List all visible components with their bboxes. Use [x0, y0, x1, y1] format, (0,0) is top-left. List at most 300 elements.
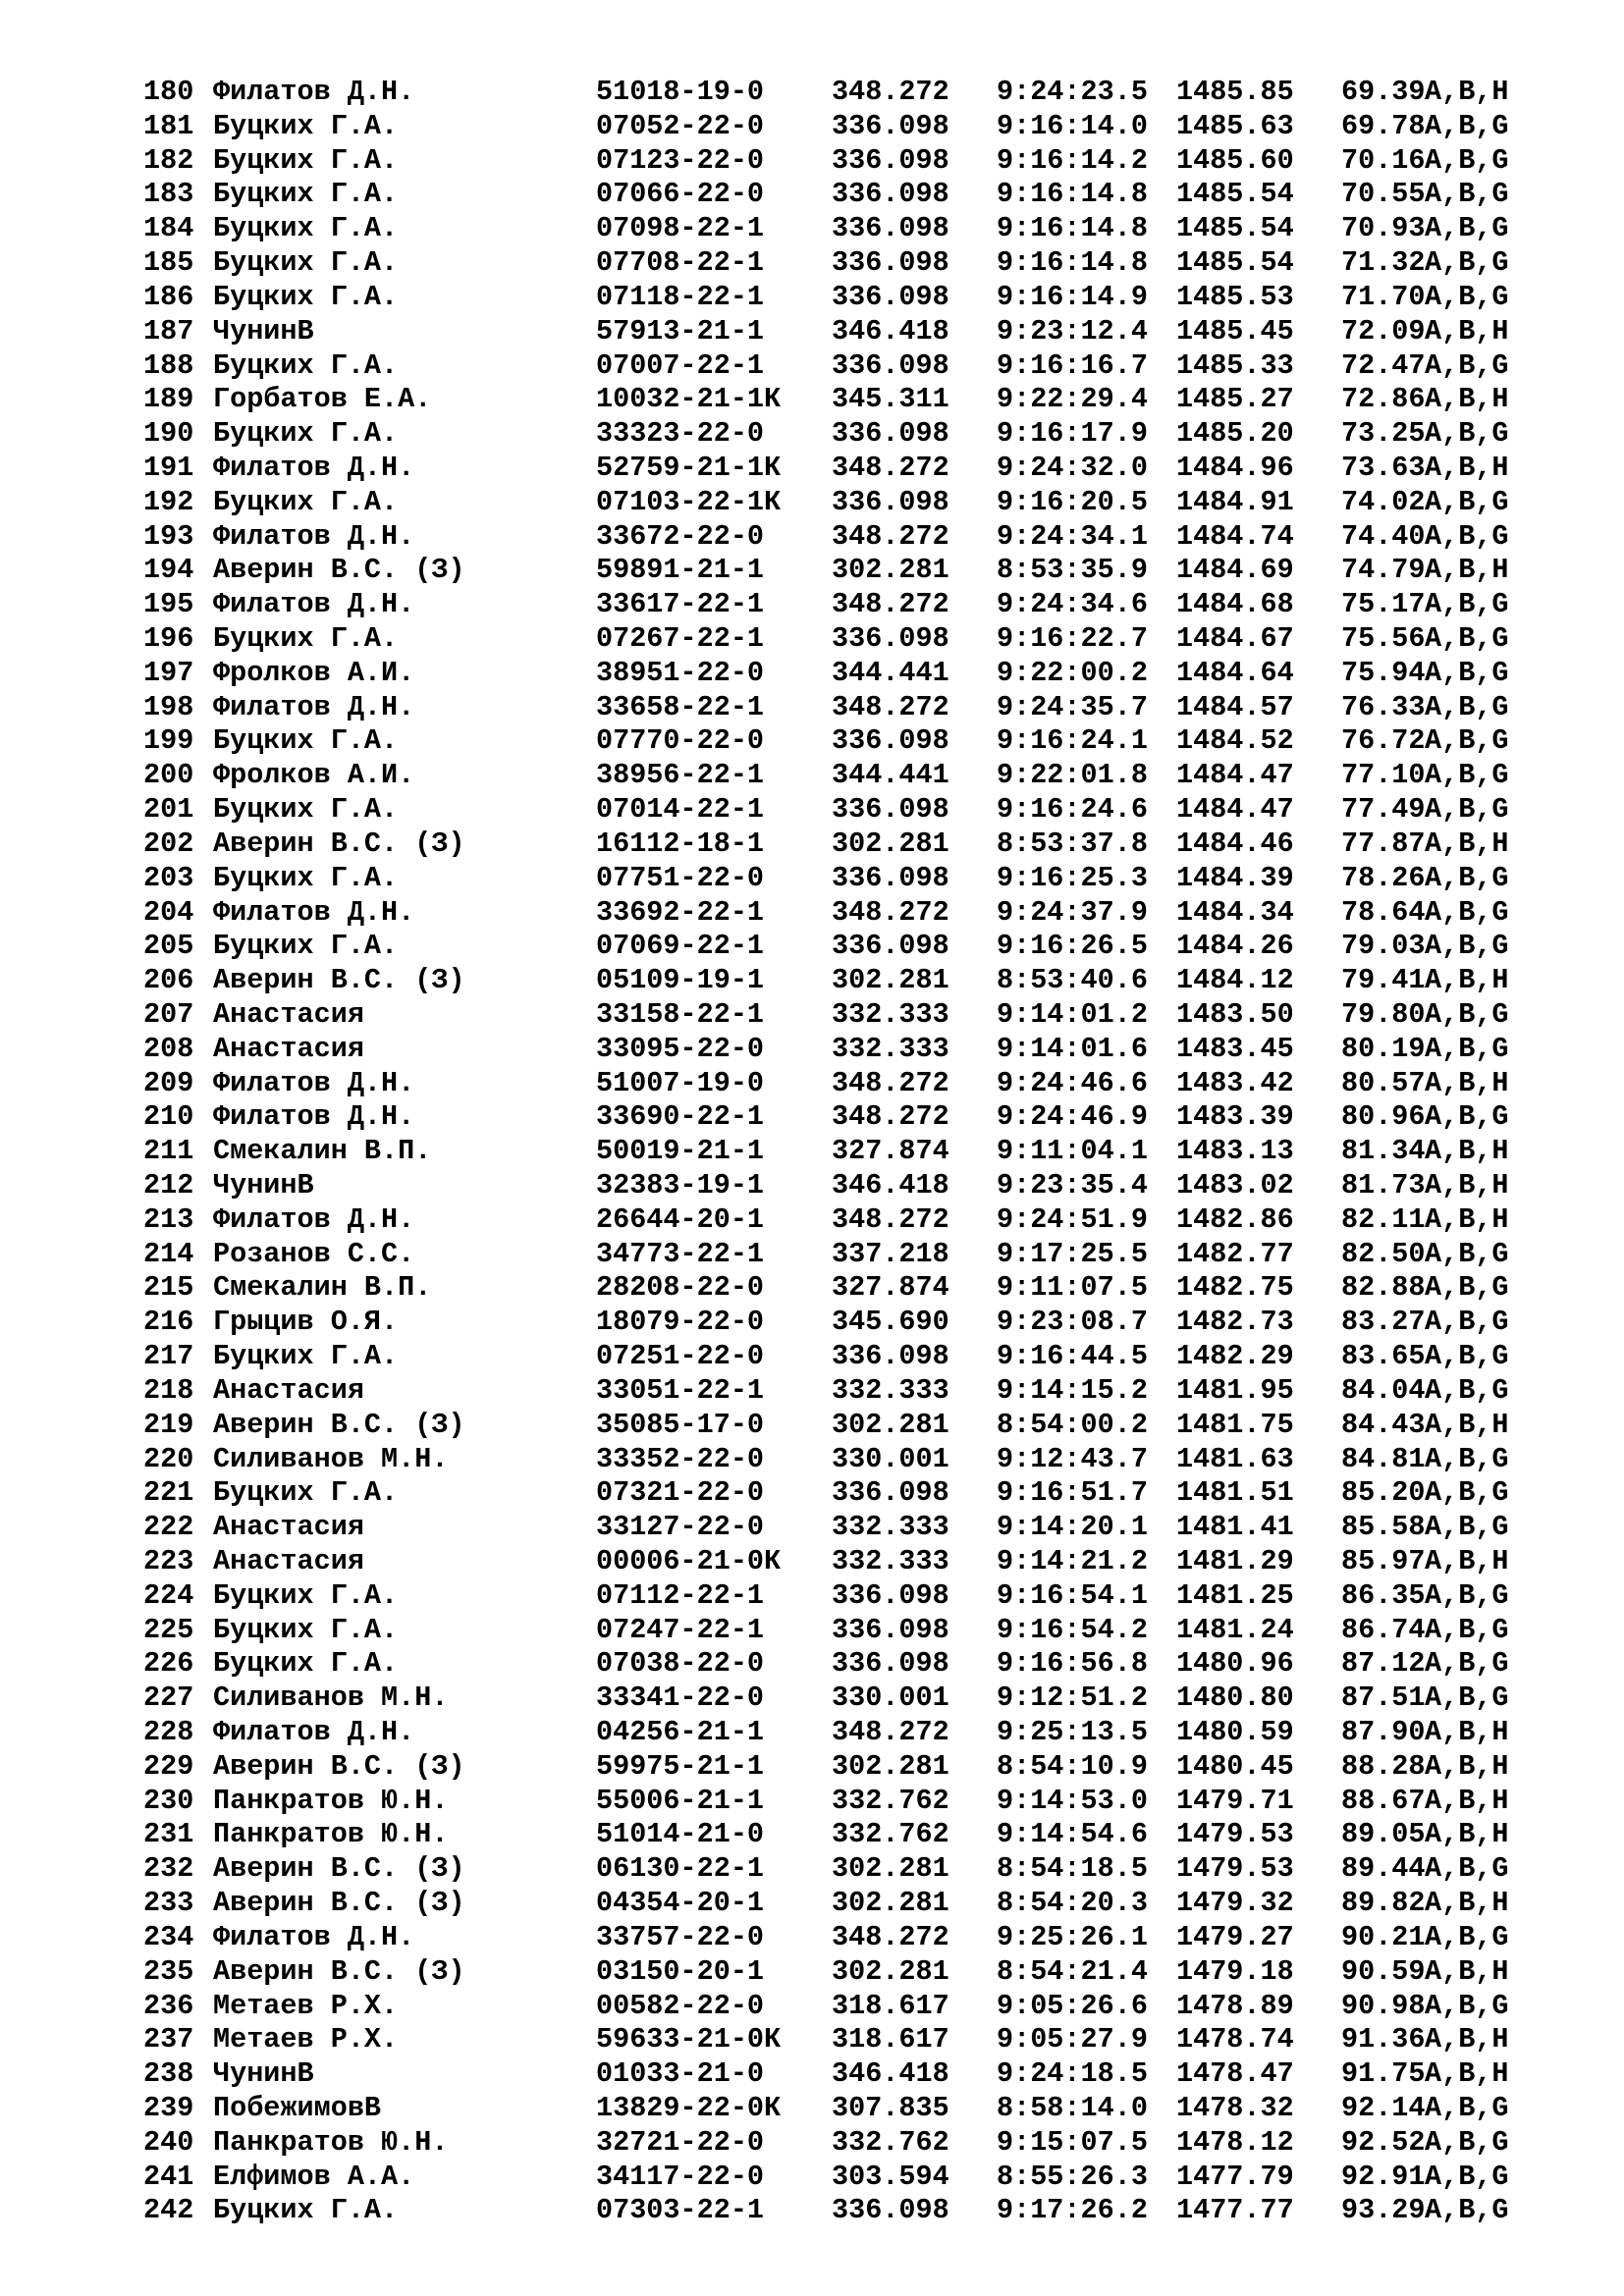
table-row: [143, 1033, 1509, 1067]
fancier-name: Грыцив О.Я.: [213, 1306, 399, 1339]
speed: 1478.32: [1176, 2091, 1294, 2124]
points: 79.80: [1341, 997, 1426, 1031]
table-row: [143, 1990, 1509, 2024]
speed: 1483.02: [1176, 1169, 1294, 1201]
fancier-name: Анастасия: [213, 1511, 364, 1544]
groups: A,B,G: [1425, 1920, 1509, 1953]
ring-number: 07247-22-1: [596, 1613, 765, 1646]
ring-number: 59633-21-0К: [596, 2023, 782, 2056]
row-number: 221: [143, 1476, 194, 1510]
speed: 1482.73: [1176, 1306, 1294, 1339]
groups: A,B,H: [1425, 1954, 1509, 1988]
distance: 336.098: [832, 930, 949, 963]
table-row: [143, 246, 1509, 281]
points: 83.65: [1341, 1340, 1426, 1373]
table-row: [143, 759, 1509, 793]
row-number: 195: [143, 588, 194, 621]
ring-number: 33690-22-1: [596, 1100, 765, 1134]
fancier-name: Метаев Р.Х.: [213, 2023, 399, 2056]
fancier-name: Филатов Д.Н.: [213, 895, 415, 929]
table-row: [143, 1579, 1509, 1614]
ring-number: 18079-22-0: [596, 1306, 765, 1339]
row-number: 225: [143, 1613, 194, 1646]
speed: 1483.50: [1176, 997, 1294, 1031]
arrival-time: 9:24:35.7: [997, 690, 1148, 723]
speed: 1481.41: [1176, 1511, 1294, 1544]
points: 77.87: [1341, 827, 1426, 860]
distance: 332.333: [832, 997, 949, 1031]
distance: 336.098: [832, 1613, 949, 1646]
distance: 330.001: [832, 1442, 949, 1475]
groups: A,B,G: [1425, 724, 1509, 758]
speed: 1485.54: [1176, 246, 1294, 280]
table-row: [143, 349, 1509, 384]
row-number: 232: [143, 1852, 194, 1886]
fancier-name: ЧунинВ: [213, 1169, 314, 1201]
speed: 1477.77: [1176, 2194, 1294, 2227]
speed: 1484.57: [1176, 690, 1294, 723]
ring-number: 33127-22-0: [596, 1511, 765, 1544]
fancier-name: Буцких Г.А.: [213, 417, 399, 451]
arrival-time: 9:25:13.5: [997, 1716, 1148, 1748]
fancier-name: Буцких Г.А.: [213, 1578, 399, 1612]
points: 74.79: [1341, 554, 1426, 587]
arrival-time: 9:16:14.0: [997, 109, 1148, 142]
groups: A,B,H: [1425, 554, 1509, 587]
table-row: [143, 862, 1509, 896]
speed: 1484.67: [1176, 622, 1294, 655]
groups: A,B,H: [1425, 1784, 1509, 1817]
distance: 336.098: [832, 1476, 949, 1510]
distance: 327.874: [832, 1135, 949, 1168]
distance: 336.098: [832, 1647, 949, 1681]
row-number: 199: [143, 724, 194, 758]
arrival-time: 9:16:51.7: [997, 1476, 1148, 1510]
ring-number: 51018-19-0: [596, 76, 765, 108]
fancier-name: Аверин В.С. (З): [213, 964, 465, 997]
ring-number: 07267-22-1: [596, 622, 765, 655]
table-row: [143, 2194, 1509, 2228]
fancier-name: Буцких Г.А.: [213, 1613, 399, 1646]
table-row: [143, 1647, 1509, 1682]
speed: 1482.77: [1176, 1237, 1294, 1270]
row-number: 197: [143, 656, 194, 689]
row-number: 233: [143, 1887, 194, 1920]
distance: 348.272: [832, 76, 949, 108]
ring-number: 03150-20-1: [596, 1954, 765, 1988]
fancier-name: Буцких Г.А.: [213, 485, 399, 518]
ring-number: 55006-21-1: [596, 1784, 765, 1817]
groups: A,B,H: [1425, 1818, 1509, 1851]
table-row: [143, 1750, 1509, 1785]
table-row: [143, 1852, 1509, 1887]
points: 74.02: [1341, 485, 1426, 518]
distance: 302.281: [832, 1408, 949, 1441]
row-number: 222: [143, 1511, 194, 1544]
groups: A,B,H: [1425, 964, 1509, 997]
arrival-time: 9:16:44.5: [997, 1340, 1148, 1373]
points: 80.57: [1341, 1066, 1426, 1099]
row-number: 226: [143, 1647, 194, 1681]
table-row: [143, 1340, 1509, 1374]
row-number: 215: [143, 1271, 194, 1305]
speed: 1479.27: [1176, 1920, 1294, 1953]
points: 78.64: [1341, 895, 1426, 929]
fancier-name: Анастасия: [213, 997, 364, 1031]
groups: A,B,H: [1425, 76, 1509, 108]
speed: 1485.45: [1176, 314, 1294, 347]
row-number: 203: [143, 861, 194, 894]
distance: 302.281: [832, 554, 949, 587]
ring-number: 07098-22-1: [596, 212, 765, 245]
distance: 303.594: [832, 2160, 949, 2193]
ring-number: 50019-21-1: [596, 1135, 765, 1168]
distance: 336.098: [832, 246, 949, 280]
groups: A,B,G: [1425, 178, 1509, 211]
points: 74.40: [1341, 519, 1426, 553]
ring-number: 04256-21-1: [596, 1716, 765, 1748]
speed: 1484.26: [1176, 930, 1294, 963]
arrival-time: 8:54:00.2: [997, 1408, 1148, 1441]
points: 84.43: [1341, 1408, 1426, 1441]
fancier-name: Смекалин В.П.: [213, 1135, 432, 1168]
points: 87.90: [1341, 1716, 1426, 1748]
distance: 330.001: [832, 1682, 949, 1715]
row-number: 235: [143, 1954, 194, 1988]
speed: 1479.18: [1176, 1954, 1294, 1988]
groups: A,B,G: [1425, 212, 1509, 245]
row-number: 200: [143, 759, 194, 792]
row-number: 207: [143, 997, 194, 1031]
arrival-time: 9:22:29.4: [997, 383, 1148, 416]
fancier-name: Буцких Г.А.: [213, 143, 399, 177]
ring-number: 28208-22-0: [596, 1271, 765, 1305]
speed: 1482.86: [1176, 1202, 1294, 1236]
groups: A,B,G: [1425, 143, 1509, 177]
ring-number: 59975-21-1: [596, 1749, 765, 1783]
ring-number: 07118-22-1: [596, 280, 765, 313]
arrival-time: 9:16:56.8: [997, 1647, 1148, 1681]
distance: 348.272: [832, 895, 949, 929]
fancier-name: Фролков А.И.: [213, 759, 415, 792]
fancier-name: Аверин В.С. (З): [213, 554, 465, 587]
ring-number: 07066-22-0: [596, 178, 765, 211]
distance: 336.098: [832, 417, 949, 451]
table-row: [143, 1887, 1509, 1921]
ring-number: 10032-21-1К: [596, 383, 782, 416]
speed: 1482.75: [1176, 1271, 1294, 1305]
groups: A,B,G: [1425, 2091, 1509, 2124]
table-row: [143, 417, 1509, 452]
points: 69.78: [1341, 109, 1426, 142]
ring-number: 07069-22-1: [596, 930, 765, 963]
points: 88.28: [1341, 1749, 1426, 1783]
groups: A,B,G: [1425, 622, 1509, 655]
ring-number: 33095-22-0: [596, 1032, 765, 1065]
row-number: 191: [143, 451, 194, 484]
row-number: 236: [143, 1989, 194, 2022]
speed: 1485.54: [1176, 212, 1294, 245]
arrival-time: 9:24:46.9: [997, 1100, 1148, 1134]
fancier-name: Филатов Д.Н.: [213, 1202, 415, 1236]
fancier-name: Буцких Г.А.: [213, 348, 399, 382]
row-number: 181: [143, 109, 194, 142]
speed: 1485.54: [1176, 178, 1294, 211]
arrival-time: 9:23:35.4: [997, 1169, 1148, 1201]
groups: A,B,H: [1425, 1202, 1509, 1236]
table-row: [143, 896, 1509, 931]
points: 77.49: [1341, 793, 1426, 827]
distance: 302.281: [832, 1852, 949, 1886]
ring-number: 00006-21-0К: [596, 1544, 782, 1577]
fancier-name: Буцких Г.А.: [213, 622, 399, 655]
fancier-name: Буцких Г.А.: [213, 1647, 399, 1681]
row-number: 211: [143, 1135, 194, 1168]
points: 84.81: [1341, 1442, 1426, 1475]
table-row: [143, 520, 1509, 555]
distance: 336.098: [832, 143, 949, 177]
ring-number: 07103-22-1К: [596, 485, 782, 518]
ring-number: 33672-22-0: [596, 519, 765, 553]
points: 86.74: [1341, 1613, 1426, 1646]
groups: A,B,H: [1425, 2023, 1509, 2056]
distance: 332.762: [832, 1818, 949, 1851]
arrival-time: 9:14:54.6: [997, 1818, 1148, 1851]
ring-number: 13829-22-0К: [596, 2091, 782, 2124]
distance: 348.272: [832, 451, 949, 484]
table-row: [143, 452, 1509, 486]
distance: 348.272: [832, 519, 949, 553]
distance: 336.098: [832, 793, 949, 827]
ring-number: 07251-22-0: [596, 1340, 765, 1373]
distance: 344.441: [832, 656, 949, 689]
distance: 318.617: [832, 2023, 949, 2056]
fancier-name: Буцких Г.А.: [213, 212, 399, 245]
ring-number: 07038-22-0: [596, 1647, 765, 1681]
ring-number: 33352-22-0: [596, 1442, 765, 1475]
ring-number: 33341-22-0: [596, 1682, 765, 1715]
distance: 348.272: [832, 1716, 949, 1748]
row-number: 237: [143, 2023, 194, 2056]
ring-number: 57913-21-1: [596, 314, 765, 347]
ring-number: 33323-22-0: [596, 417, 765, 451]
table-row: [143, 1476, 1509, 1511]
groups: A,B,G: [1425, 588, 1509, 621]
arrival-time: 9:16:22.7: [997, 622, 1148, 655]
points: 71.32: [1341, 246, 1426, 280]
distance: 336.098: [832, 1578, 949, 1612]
arrival-time: 9:17:25.5: [997, 1237, 1148, 1270]
points: 89.82: [1341, 1887, 1426, 1920]
fancier-name: Буцких Г.А.: [213, 1476, 399, 1510]
row-number: 202: [143, 827, 194, 860]
row-number: 217: [143, 1340, 194, 1373]
arrival-time: 9:16:17.9: [997, 417, 1148, 451]
row-number: 194: [143, 554, 194, 587]
fancier-name: Буцких Г.А.: [213, 178, 399, 211]
points: 89.44: [1341, 1852, 1426, 1886]
table-row: [143, 2057, 1509, 2092]
speed: 1478.47: [1176, 2057, 1294, 2091]
arrival-time: 9:23:12.4: [997, 314, 1148, 347]
groups: A,B,H: [1425, 827, 1509, 860]
arrival-time: 9:25:26.1: [997, 1920, 1148, 1953]
groups: A,B,G: [1425, 930, 1509, 963]
results-table: [143, 76, 1509, 2228]
ring-number: 07321-22-0: [596, 1476, 765, 1510]
row-number: 189: [143, 383, 194, 416]
points: 85.20: [1341, 1476, 1426, 1510]
row-number: 198: [143, 690, 194, 723]
groups: A,B,H: [1425, 1135, 1509, 1168]
points: 72.09: [1341, 314, 1426, 347]
arrival-time: 9:24:23.5: [997, 76, 1148, 108]
points: 79.41: [1341, 964, 1426, 997]
speed: 1484.34: [1176, 895, 1294, 929]
arrival-time: 9:16:25.3: [997, 861, 1148, 894]
arrival-time: 9:11:04.1: [997, 1135, 1148, 1168]
table-row: [143, 178, 1509, 212]
table-row: [143, 1135, 1509, 1169]
table-row: [143, 964, 1509, 998]
fancier-name: Розанов С.С.: [213, 1237, 415, 1270]
table-row: [143, 76, 1509, 110]
arrival-time: 8:58:14.0: [997, 2091, 1148, 2124]
ring-number: 33658-22-1: [596, 690, 765, 723]
groups: A,B,H: [1425, 1544, 1509, 1577]
row-number: 228: [143, 1716, 194, 1748]
groups: A,B,G: [1425, 895, 1509, 929]
distance: 332.762: [832, 1784, 949, 1817]
fancier-name: Буцких Г.А.: [213, 246, 399, 280]
groups: A,B,G: [1425, 1578, 1509, 1612]
row-number: 242: [143, 2194, 194, 2227]
arrival-time: 9:14:53.0: [997, 1784, 1148, 1817]
table-row: [143, 1271, 1509, 1306]
ring-number: 00582-22-0: [596, 1989, 765, 2022]
distance: 336.098: [832, 212, 949, 245]
ring-number: 07052-22-0: [596, 109, 765, 142]
ring-number: 16112-18-1: [596, 827, 765, 860]
table-row: [143, 793, 1509, 828]
row-number: 241: [143, 2160, 194, 2193]
fancier-name: Панкратов Ю.Н.: [213, 1784, 449, 1817]
fancier-name: Филатов Д.Н.: [213, 76, 415, 108]
arrival-time: 9:22:00.2: [997, 656, 1148, 689]
arrival-time: 9:16:14.8: [997, 246, 1148, 280]
groups: A,B,G: [1425, 485, 1509, 518]
fancier-name: Елфимов А.А.: [213, 2160, 415, 2193]
row-number: 238: [143, 2057, 194, 2091]
row-number: 231: [143, 1818, 194, 1851]
speed: 1481.75: [1176, 1408, 1294, 1441]
groups: A,B,G: [1425, 1032, 1509, 1065]
fancier-name: Аверин В.С. (З): [213, 1852, 465, 1886]
fancier-name: Анастасия: [213, 1544, 364, 1577]
table-row: [143, 1785, 1509, 1819]
points: 84.04: [1341, 1373, 1426, 1407]
speed: 1484.46: [1176, 827, 1294, 860]
table-row: [143, 486, 1509, 520]
fancier-name: Филатов Д.Н.: [213, 451, 415, 484]
row-number: 193: [143, 519, 194, 553]
groups: A,B,G: [1425, 109, 1509, 142]
ring-number: 33757-22-0: [596, 1920, 765, 1953]
distance: 336.098: [832, 724, 949, 758]
table-row: [143, 281, 1509, 315]
row-number: 196: [143, 622, 194, 655]
fancier-name: Фролков А.И.: [213, 656, 415, 689]
table-row: [143, 315, 1509, 349]
arrival-time: 9:24:46.6: [997, 1066, 1148, 1099]
distance: 336.098: [832, 861, 949, 894]
speed: 1482.29: [1176, 1340, 1294, 1373]
table-row: [143, 212, 1509, 246]
arrival-time: 8:54:18.5: [997, 1852, 1148, 1886]
table-row: [143, 1545, 1509, 1579]
groups: A,B,G: [1425, 1852, 1509, 1886]
table-row: [143, 1169, 1509, 1203]
ring-number: 32721-22-0: [596, 2125, 765, 2159]
speed: 1483.39: [1176, 1100, 1294, 1134]
distance: 345.311: [832, 383, 949, 416]
distance: 336.098: [832, 2194, 949, 2227]
speed: 1477.79: [1176, 2160, 1294, 2193]
arrival-time: 8:53:37.8: [997, 827, 1148, 860]
groups: A,B,G: [1425, 348, 1509, 382]
row-number: 209: [143, 1066, 194, 1099]
groups: A,B,H: [1425, 2057, 1509, 2091]
speed: 1485.63: [1176, 109, 1294, 142]
ring-number: 04354-20-1: [596, 1887, 765, 1920]
table-row: [143, 2161, 1509, 2195]
fancier-name: Буцких Г.А.: [213, 280, 399, 313]
distance: 336.098: [832, 109, 949, 142]
table-row: [143, 998, 1509, 1033]
table-row: [143, 1716, 1509, 1750]
points: 71.70: [1341, 280, 1426, 313]
distance: 336.098: [832, 1340, 949, 1373]
points: 92.14: [1341, 2091, 1426, 2124]
distance: 348.272: [832, 588, 949, 621]
row-number: 210: [143, 1100, 194, 1134]
distance: 336.098: [832, 348, 949, 382]
fancier-name: Филатов Д.Н.: [213, 690, 415, 723]
table-row: [143, 2126, 1509, 2161]
table-row: [143, 691, 1509, 725]
row-number: 229: [143, 1749, 194, 1783]
speed: 1479.53: [1176, 1818, 1294, 1851]
speed: 1483.13: [1176, 1135, 1294, 1168]
groups: A,B,G: [1425, 793, 1509, 827]
row-number: 216: [143, 1306, 194, 1339]
speed: 1485.60: [1176, 143, 1294, 177]
points: 78.26: [1341, 861, 1426, 894]
arrival-time: 9:15:07.5: [997, 2125, 1148, 2159]
row-number: 227: [143, 1682, 194, 1715]
ring-number: 26644-20-1: [596, 1202, 765, 1236]
row-number: 204: [143, 895, 194, 929]
points: 75.94: [1341, 656, 1426, 689]
ring-number: 51007-19-0: [596, 1066, 765, 1099]
arrival-time: 9:05:27.9: [997, 2023, 1148, 2056]
fancier-name: Горбатов Е.А.: [213, 383, 432, 416]
arrival-time: 9:12:43.7: [997, 1442, 1148, 1475]
fancier-name: Филатов Д.Н.: [213, 1920, 415, 1953]
arrival-time: 8:53:40.6: [997, 964, 1148, 997]
speed: 1484.91: [1176, 485, 1294, 518]
points: 75.17: [1341, 588, 1426, 621]
